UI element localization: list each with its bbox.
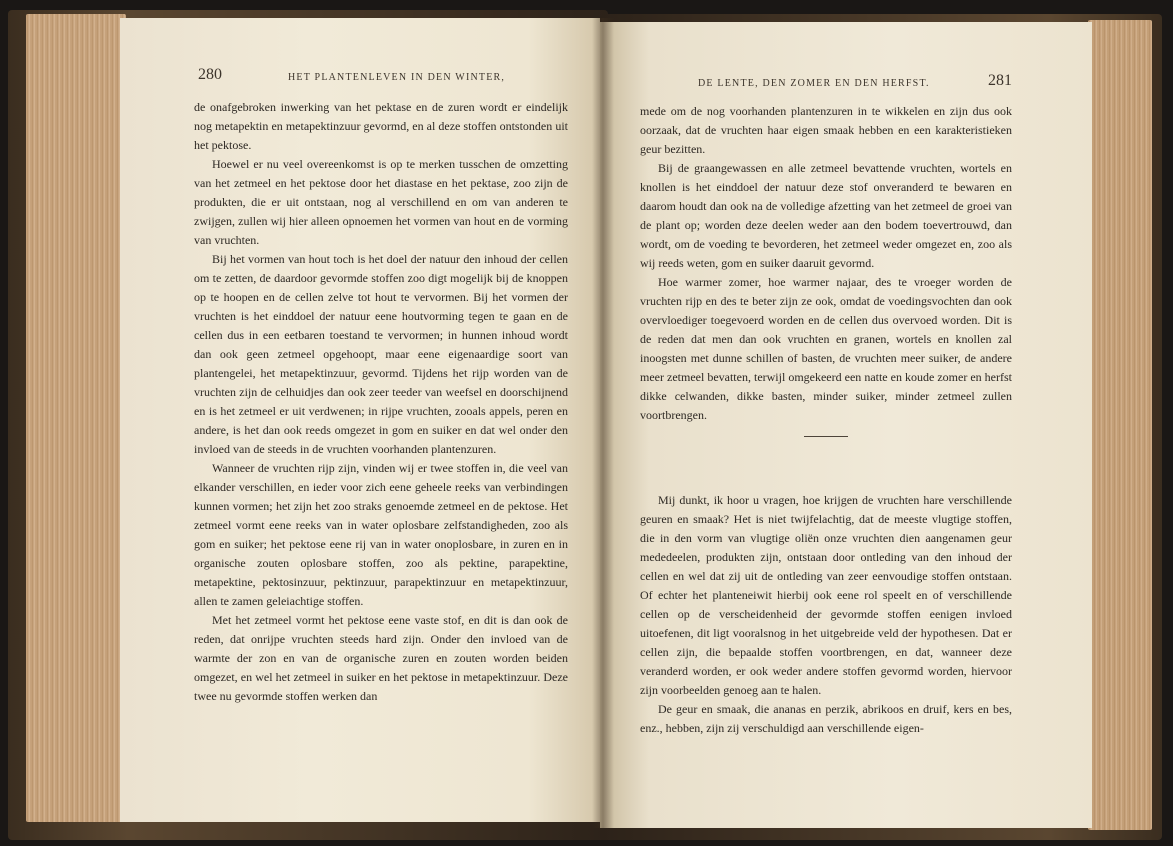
paragraph: mede om de nog voorhanden plantenzuren in te wikkelen en zijn dus ook oorzaak, dat de vruchten haar eigen smaak hebben en een karakteristieken geur bezitten.: [640, 104, 1012, 156]
paragraph: de onafgebroken inwerking van het pektase en de zuren wordt er eindelijk nog metapektin en metapektinzuur gevormd, en al deze stoffen ontstonden uit het pektose.: [194, 100, 568, 152]
paragraph: Bij de graangewassen en alle zetmeel bevattende vruchten, wortels en knollen is het einddoel der natuur deze stof onveranderd te bewaren en daarom houdt dan ook na de volledige afzetting van het zetmeel de groei van de plant op; worden deze deelen weder aan den bodem toevertrouwd, dan wordt, om de voeding te bevorderen, het zetmeel weder omgezet en, zoo als wij reeds weten, gom en suiker daaruit gevormd.: [640, 161, 1012, 270]
book-gutter: [592, 18, 614, 828]
right-page-text: [640, 102, 1012, 738]
paragraph: Wanneer de vruchten rijp zijn, vinden wij er twee stoffen in, die veel van elkander verschillen, en ieder voor zich eene geheele reeks van verbindingen kunnen vormen; het zijn het zoo straks genoemde zetmeel en de pektose. Het zetmeel vormt eene reeks van in water oplosbare zelfstandigheden, zoo als gom en suiker; het pektose eene rij van in water onoplosbare, in zuren en in organische zouten oplosbare stoffen, zoo als pektine, parapektine, metapektine, pektosinzuur, pektinzuur, parapektinzuur en metapektinzuur, allen te zamen geleiachtige stoffen.: [194, 461, 568, 608]
left-page-number: 280: [198, 66, 222, 83]
paragraph: Mij dunkt, ik hoor u vragen, hoe krijgen de vruchten hare verschillende geuren en smaak? Het is niet twijfelachtig, dat de meeste vlugtige stoffen, die in den vorm van vlugtige oliën onze vruchten dien aangenamen geur mededeelen, produkten zijn, ontstaan door ontleding van den inhoud der cellen en wel dat zij uit de ontleding van zeer eenvoudige stoffen ontstaan. Of echter het planteneiwit hierbij ook eene rol speelt en of verschillende cellen op de verscheidenheid der gevormde stoffen eenigen invloed uitoefenen, dit ligt vooralsnog in het uitgebreide veld der hypothesen. Dat er cellen zijn, die bepaalde stoffen voortbrengen, en dat, wanneer deze veranderd worden, er ook weder andere stoffen gevormd worden, hiervoor zijn voorbeelden genoeg aan te halen.: [640, 493, 1012, 697]
right-running-head: DE LENTE, DEN ZOMER EN DEN HERFST.: [698, 78, 930, 89]
left-page-text: [194, 98, 568, 706]
left-running-head: HET PLANTENLEVEN IN DEN WINTER,: [288, 72, 506, 83]
paragraph: De geur en smaak, die ananas en perzik, abrikoos en druif, kers en bes, enz., hebben, zijn zij verschuldigd aan verschillende eigen-: [640, 702, 1012, 735]
right-page-number: 281: [988, 72, 1012, 89]
section-break: [640, 425, 1012, 491]
paragraph: Hoe warmer zomer, hoe warmer najaar, des te vroeger worden de vruchten rijp en des te beter zijn ze ook, omdat de voedingsvochten dan ook overvloediger toegevoerd worden en de cellen dus overvoed worden. Dit is de reden dat men dan ook vruchten en granen, wortels en knollen zal inoogsten met dunne schillen of basten, de vruchten meer suiker, de andere meer zetmeel bevatten, terwijl omgekeerd een natte en koude zomer en herfst dikke celwanden, dikke basten, minder suiker, minder zetmeel zullen voortbrengen.: [640, 275, 1012, 422]
page-edges-right: [1088, 20, 1152, 830]
paragraph: Hoewel er nu veel overeenkomst is op te merken tusschen de omzetting van het zetmeel en het pektose door het diastase en het pektase, zoo zijn de produkten, die er uit ontstaan, nog al verschillend en om van anderen te zwijgen, zullen wij hier alleen opnoemen het vormen van hout en de vorming van vruchten.: [194, 157, 568, 247]
paragraph: Bij het vormen van hout toch is het doel der natuur den inhoud der cellen om te zetten, de daardoor gevormde stoffen zoo digt mogelijk bij de knoppen op te hoopen en de cellen zelve tot hout te vervormen. Bij het vormen der vruchten is het einddoel der natuur eene houtvorming tegen te gaan en de cellen dus in een eetbaren toestand te vervormen; in hunnen inhoud wordt dan ook geen zetmeel opgehoopt, maar eene eigenaardige soort van plantengelei, het metapektinzuur, gevormd. Tijdens het rijp worden van de vruchten zijn de celhuidjes dan ook zeer teeder van weefsel en doorschijnend en is het zetmeel er uit verdwenen; in rijpe vruchten, zooals appels, peren en andere, is het dan ook reeds omgezet in gom en suiker en dat wel onder den invloed van de steeds in de vruchten voorhanden plantenzuren.: [194, 252, 568, 456]
paragraph: Met het zetmeel vormt het pektose eene vaste stof, en dit is dan ook de reden, dat onrijpe vruchten steeds hard zijn. Onder den invloed van de warmte der zon en van de organische zuren en zouten worden beiden omgezet, en wel het zetmeel in suiker en het pektose in metapektinzuur. Deze twee nu gevormde stoffen werken dan: [194, 613, 568, 703]
page-edges-left: [26, 14, 126, 822]
section-rule: [804, 436, 848, 437]
